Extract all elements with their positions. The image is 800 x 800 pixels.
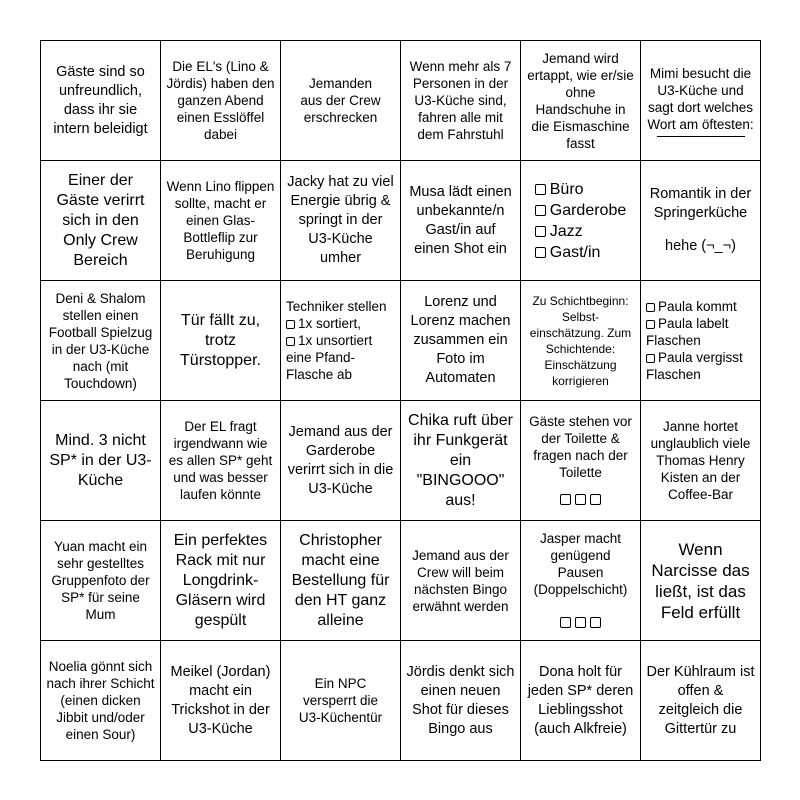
bingo-cell[interactable] [521,401,641,521]
bingo-cell[interactable] [281,281,401,401]
checklist-label: Paula kommt [658,299,737,314]
bingo-cell[interactable] [641,281,761,401]
bingo-row [41,41,761,161]
bingo-cell[interactable] [41,641,161,761]
checkbox-group [526,491,635,509]
bingo-cell[interactable] [521,641,641,761]
bingo-row [41,161,761,281]
cell-intro-text: Techniker stellen [286,299,387,314]
cell-text: Christopher macht eine Bestellung für den HT ganz alleine [291,531,390,629]
cell-text: Janne hortet unglaublich viele Thomas Henry Kisten an der Coffee-Bar [650,419,751,502]
cell-text: Chika ruft über ihr Funkgerät ein "BINGOOO" aus! [408,411,513,509]
checklist-item[interactable] [286,332,395,349]
cell-text: Der EL fragt irgendwann wie es allen SP* geht und was besser laufen könnte [168,419,273,502]
checklist-label: Paula vergisst Flaschen [646,350,743,382]
cell-text: Jemand aus der Crew will beim nächsten Bingo erwähnt werden [412,547,509,614]
bingo-cell[interactable] [281,161,401,281]
bingo-row [41,401,761,521]
cell-text: Wenn mehr als 7 Personen in der U3-Küche sind, fahren alle mit dem Fahrstuhl [409,59,512,142]
bingo-cell[interactable] [161,401,281,521]
checkbox-icon[interactable] [646,303,655,312]
checklist-label: 1x sortiert, [298,316,362,331]
cell-text: Romantik in der Springerküche [649,186,752,221]
checklist-item[interactable] [535,179,627,200]
checklist-label: Büro [549,180,584,198]
cell-outro-text: eine Pfand-Flasche ab [286,350,356,382]
cell-text: Yuan macht ein sehr gestelltes Gruppenfoto der SP* für seine Mum [51,539,150,622]
cell-text: Tür fällt zu, trotz Türstopper. [180,311,261,369]
bingo-cell[interactable] [281,521,401,641]
cell-text: Jördis denkt sich einen neuen Shot für dieses Bingo aus [406,663,515,737]
checklist-label: Paula labelt Flaschen [646,316,729,348]
cell-text: Zu Schichtbeginn: Selbst-einschätzung. Zum Schichtende: Einschätzung korrigieren [529,293,632,388]
checklist-label: Gast/in [549,243,601,261]
bingo-cell[interactable] [161,281,281,401]
bingo-cell[interactable] [161,41,281,161]
bingo-cell[interactable] [521,41,641,161]
bingo-row [41,521,761,641]
bingo-cell[interactable] [41,41,161,161]
checklist-label: 1x unsortiert [298,333,373,348]
checklist-item[interactable] [535,221,627,242]
checkbox-icon[interactable] [590,494,601,505]
bingo-cell[interactable] [41,161,161,281]
bingo-cell[interactable] [641,521,761,641]
checkbox-icon[interactable] [575,617,586,628]
cell-text: Lorenz und Lorenz machen zusammen ein Foto im Automaten [410,294,511,386]
bingo-cell[interactable] [161,521,281,641]
bingo-cell[interactable] [401,41,521,161]
answer-blank-line [657,135,745,137]
bingo-cell[interactable] [161,641,281,761]
checklist-item[interactable] [646,315,755,349]
cell-text: Der Kühlraum ist offen & zeitgleich die Gittertür zu [646,663,755,737]
bingo-cell[interactable] [521,161,641,281]
bingo-cell[interactable] [401,281,521,401]
cell-text: Mimi besucht die U3-Küche und sagt dort welches Wort am öftesten: [647,65,754,132]
cell-text: Jemanden aus der Crew erschrecken [300,76,381,125]
cell-text: Jacky hat zu viel Energie übrig & springt in der U3-Küche umher [287,174,394,266]
checkbox-icon[interactable] [286,337,295,346]
checkbox-icon[interactable] [590,617,601,628]
checklist-item[interactable] [535,242,627,263]
checkbox-icon[interactable] [646,320,655,329]
cell-text: Jemand wird ertappt, wie er/sie ohne Handschuhe in die Eismaschine fasst [527,50,634,151]
checklist-item[interactable] [646,349,755,383]
checklist-label: Jazz [549,222,583,240]
cell-text: Dona holt für jeden SP* deren Lieblingsshot (auch Alkfreie) [527,663,634,737]
checklist-label: Garderobe [549,201,627,219]
cell-text: Gäste stehen vor der Toilette & fragen nach der Toilette [529,413,632,480]
checklist-item[interactable] [286,315,395,332]
cell-text: Jemand aus der Garderobe verirrt sich in die U3-Küche [287,423,394,497]
bingo-cell[interactable] [641,41,761,161]
cell-text: Die EL's (Lino & Jördis) haben den ganzen Abend einen Esslöffel dabei [166,59,275,142]
cell-text: Einer der Gäste verirrt sich in den Only Crew Bereich [56,171,145,269]
bingo-cell[interactable] [161,161,281,281]
spacer [646,223,755,237]
bingo-cell[interactable] [41,281,161,401]
bingo-row [41,281,761,401]
bingo-cell[interactable] [41,521,161,641]
checkbox-icon[interactable] [535,184,546,195]
cell-text: Ein perfektes Rack mit nur Longdrink-Gläsern wird gespült [173,531,268,629]
bingo-cell[interactable] [641,641,761,761]
bingo-cell[interactable] [281,401,401,521]
bingo-cell[interactable] [401,641,521,761]
bingo-cell[interactable] [641,161,761,281]
cell-text: Gäste sind so unfreundlich, dass ihr sie intern beleidigt [53,63,148,137]
checklist [535,179,627,263]
checkbox-icon[interactable] [560,494,571,505]
checkbox-icon[interactable] [646,354,655,363]
checklist-item[interactable] [646,298,755,315]
bingo-cell[interactable] [281,41,401,161]
checkbox-icon[interactable] [560,617,571,628]
cell-text: Mind. 3 nicht SP* in der U3-Küche [49,431,152,489]
bingo-cell[interactable] [401,161,521,281]
checkbox-icon[interactable] [575,494,586,505]
bingo-cell[interactable] [281,641,401,761]
cell-text: Musa lädt einen unbekannte/n Gast/in auf einen Shot ein [409,183,512,257]
checkbox-group [526,614,635,632]
bingo-cell[interactable] [521,521,641,641]
bingo-cell[interactable] [641,401,761,521]
cell-text: Meikel (Jordan) macht ein Trickshot in der U3-Küche [170,663,271,737]
bingo-row [41,641,761,761]
checklist-item[interactable] [535,200,627,221]
cell-text: Wenn Lino flippen sollte, macht er einen Glas-Bottleflip zur Beruhigung [166,179,275,262]
cell-text: Jasper macht genügend Pausen (Doppelschicht) [533,530,628,597]
checkbox-icon[interactable] [535,226,546,237]
cell-text: Deni & Shalom stellen einen Football Spielzug in der U3-Küche nach (mit Touchdown) [48,290,153,391]
cell-text: Ein NPC versperrt die U3-Küchentür [298,676,383,725]
bingo-cell[interactable] [521,281,641,401]
checkbox-icon[interactable] [535,205,546,216]
cell-text: Wenn Narcisse das ließt, ist das Feld erfüllt [651,539,750,622]
bingo-cell[interactable] [401,401,521,521]
bingo-cell[interactable] [401,521,521,641]
bingo-board [40,40,761,761]
checkbox-icon[interactable] [535,247,546,258]
cell-text: Noelia gönnt sich nach ihrer Schicht (einen dicken Jibbit und/oder einen Sour) [46,659,155,742]
checkbox-icon[interactable] [286,320,295,329]
cell-extra-text: hehe (¬_¬) [665,238,736,254]
bingo-cell[interactable] [41,401,161,521]
